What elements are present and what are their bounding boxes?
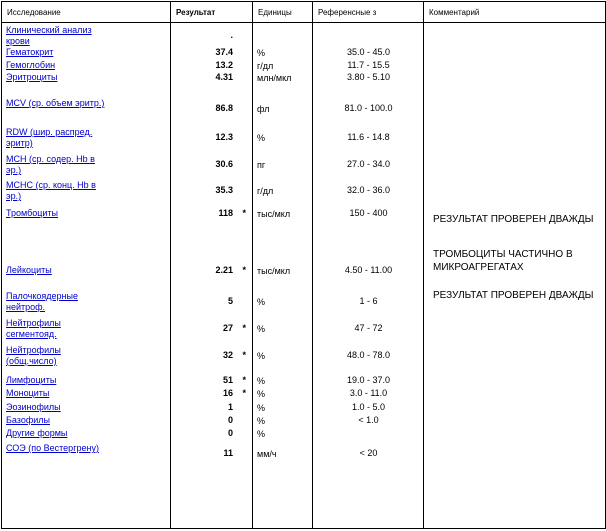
test-name-link[interactable]: Клинический анализ крови xyxy=(6,25,92,46)
header-comment: Комментарий xyxy=(424,2,606,23)
header-reference: Референсные з xyxy=(313,2,424,23)
unit-text: тыс/мкл xyxy=(257,209,291,219)
result-value: 0 xyxy=(227,415,233,425)
abnormal-flag: * xyxy=(242,323,246,333)
result-value: 5 xyxy=(227,296,233,306)
result-value: 11 xyxy=(223,448,233,458)
reference-range: 32.0 - 36.0 xyxy=(346,185,391,195)
test-name-link[interactable]: MCH (ср. содер. Hb в эр.) xyxy=(6,154,95,175)
test-name-link[interactable]: Лимфоциты xyxy=(6,375,57,385)
comment-text: РЕЗУЛЬТАТ ПРОВЕРЕН ДВАЖДЫ xyxy=(433,214,594,225)
result-value: . xyxy=(230,30,233,40)
reference-range: 48.0 - 78.0 xyxy=(346,350,391,360)
result-value: 35.3 xyxy=(215,185,233,195)
unit-text: % xyxy=(257,429,266,439)
result-value: 13.2 xyxy=(215,60,233,70)
reference-range: 27.0 - 34.0 xyxy=(346,159,391,169)
unit-text: фл xyxy=(257,104,270,114)
unit-text: г/дл xyxy=(257,61,274,71)
reference-range: < 20 xyxy=(359,448,378,458)
result-value: 37.4 xyxy=(215,47,233,57)
result-value: 27 xyxy=(222,323,233,333)
result-value: 51 xyxy=(222,375,233,385)
unit-text: % xyxy=(257,48,266,58)
column-test xyxy=(2,23,171,529)
test-name-link[interactable]: Лейкоциты xyxy=(6,265,52,275)
test-name-link[interactable]: Палочкоядерные нейтроф. xyxy=(6,291,78,312)
reference-range: 35.0 - 45.0 xyxy=(346,47,391,57)
unit-text: % xyxy=(257,389,266,399)
test-name-link[interactable]: Нейтрофилы (общ.число) xyxy=(6,345,61,366)
unit-text: % xyxy=(257,297,266,307)
table-body-row xyxy=(2,23,606,529)
result-value: 118 xyxy=(218,208,233,218)
test-name-link[interactable]: Эозинофилы xyxy=(6,402,61,412)
header-result: Результат xyxy=(171,2,253,23)
unit-text: % xyxy=(257,324,266,334)
unit-text: % xyxy=(257,133,266,143)
test-name-link[interactable]: Другие формы xyxy=(6,428,68,438)
reference-range: 11.7 - 15.5 xyxy=(347,60,390,70)
test-name-link[interactable]: Гемоглобин xyxy=(6,60,56,70)
test-name-link[interactable]: MCHC (ср. конц. Hb в эр.) xyxy=(6,180,96,201)
test-name-link[interactable]: Эритроциты xyxy=(6,72,58,82)
test-name-link[interactable]: Нейтрофилы сегментояд. xyxy=(6,318,61,339)
result-value: 30.6 xyxy=(215,159,233,169)
reference-range: 150 - 400 xyxy=(349,208,388,218)
unit-text: пг xyxy=(257,160,266,170)
reference-range: 47 - 72 xyxy=(354,323,383,333)
reference-range: 1 - 6 xyxy=(359,296,378,306)
test-name-link[interactable]: Моноциты xyxy=(6,388,50,398)
reference-range: 1.0 - 5.0 xyxy=(351,402,386,412)
unit-text: % xyxy=(257,403,266,413)
header-row xyxy=(2,2,606,23)
test-name-link[interactable]: MCV (ср. объем эритр.) xyxy=(6,98,105,108)
results-table xyxy=(1,1,606,529)
reference-range: 3.80 - 5.10 xyxy=(346,72,391,82)
unit-text: мм/ч xyxy=(257,449,277,459)
test-name-link[interactable]: Гематокрит xyxy=(6,47,54,57)
result-value: 32 xyxy=(222,350,233,360)
result-value: 1 xyxy=(227,402,233,412)
comment-text: ТРОМБОЦИТЫ ЧАСТИЧНО В МИКРОАГРЕГАТАХ xyxy=(433,249,573,273)
reference-range: 11.6 - 14.8 xyxy=(347,132,390,142)
column-reference xyxy=(313,23,424,529)
column-comment xyxy=(424,23,606,529)
reference-range: 81.0 - 100.0 xyxy=(344,103,393,113)
abnormal-flag: * xyxy=(242,208,246,218)
header-test: Исследование xyxy=(2,2,171,23)
unit-text: г/дл xyxy=(257,186,274,196)
unit-text: тыс/мкл xyxy=(257,266,291,276)
abnormal-flag: * xyxy=(242,388,246,398)
reference-range: 19.0 - 37.0 xyxy=(346,375,391,385)
column-units xyxy=(253,23,313,529)
reference-range: < 1.0 xyxy=(358,415,379,425)
abnormal-flag: * xyxy=(242,375,246,385)
reference-range: 4.50 - 11.00 xyxy=(344,265,393,275)
test-name-link[interactable]: СОЭ (по Вестергрену) xyxy=(6,443,99,453)
reference-range: 3.0 - 11.0 xyxy=(349,388,388,398)
test-name-link[interactable]: Базофилы xyxy=(6,415,50,425)
result-value: 12.3 xyxy=(215,132,233,142)
result-value: 16 xyxy=(222,388,233,398)
test-name-link[interactable]: RDW (шир. распред. эритр) xyxy=(6,127,93,148)
result-value: 86.8 xyxy=(215,103,233,113)
unit-text: % xyxy=(257,351,266,361)
unit-text: % xyxy=(257,416,266,426)
abnormal-flag: * xyxy=(242,265,246,275)
header-units: Единицы xyxy=(253,2,313,23)
abnormal-flag: * xyxy=(242,350,246,360)
column-result xyxy=(171,23,253,529)
test-name-link[interactable]: Тромбоциты xyxy=(6,208,59,218)
result-value: 0 xyxy=(227,428,233,438)
comment-text: РЕЗУЛЬТАТ ПРОВЕРЕН ДВАЖДЫ xyxy=(433,290,594,301)
unit-text: млн/мкл xyxy=(257,73,292,83)
unit-text: % xyxy=(257,376,266,386)
result-value: 2.21 xyxy=(215,265,233,275)
result-value: 4.31 xyxy=(215,72,233,82)
